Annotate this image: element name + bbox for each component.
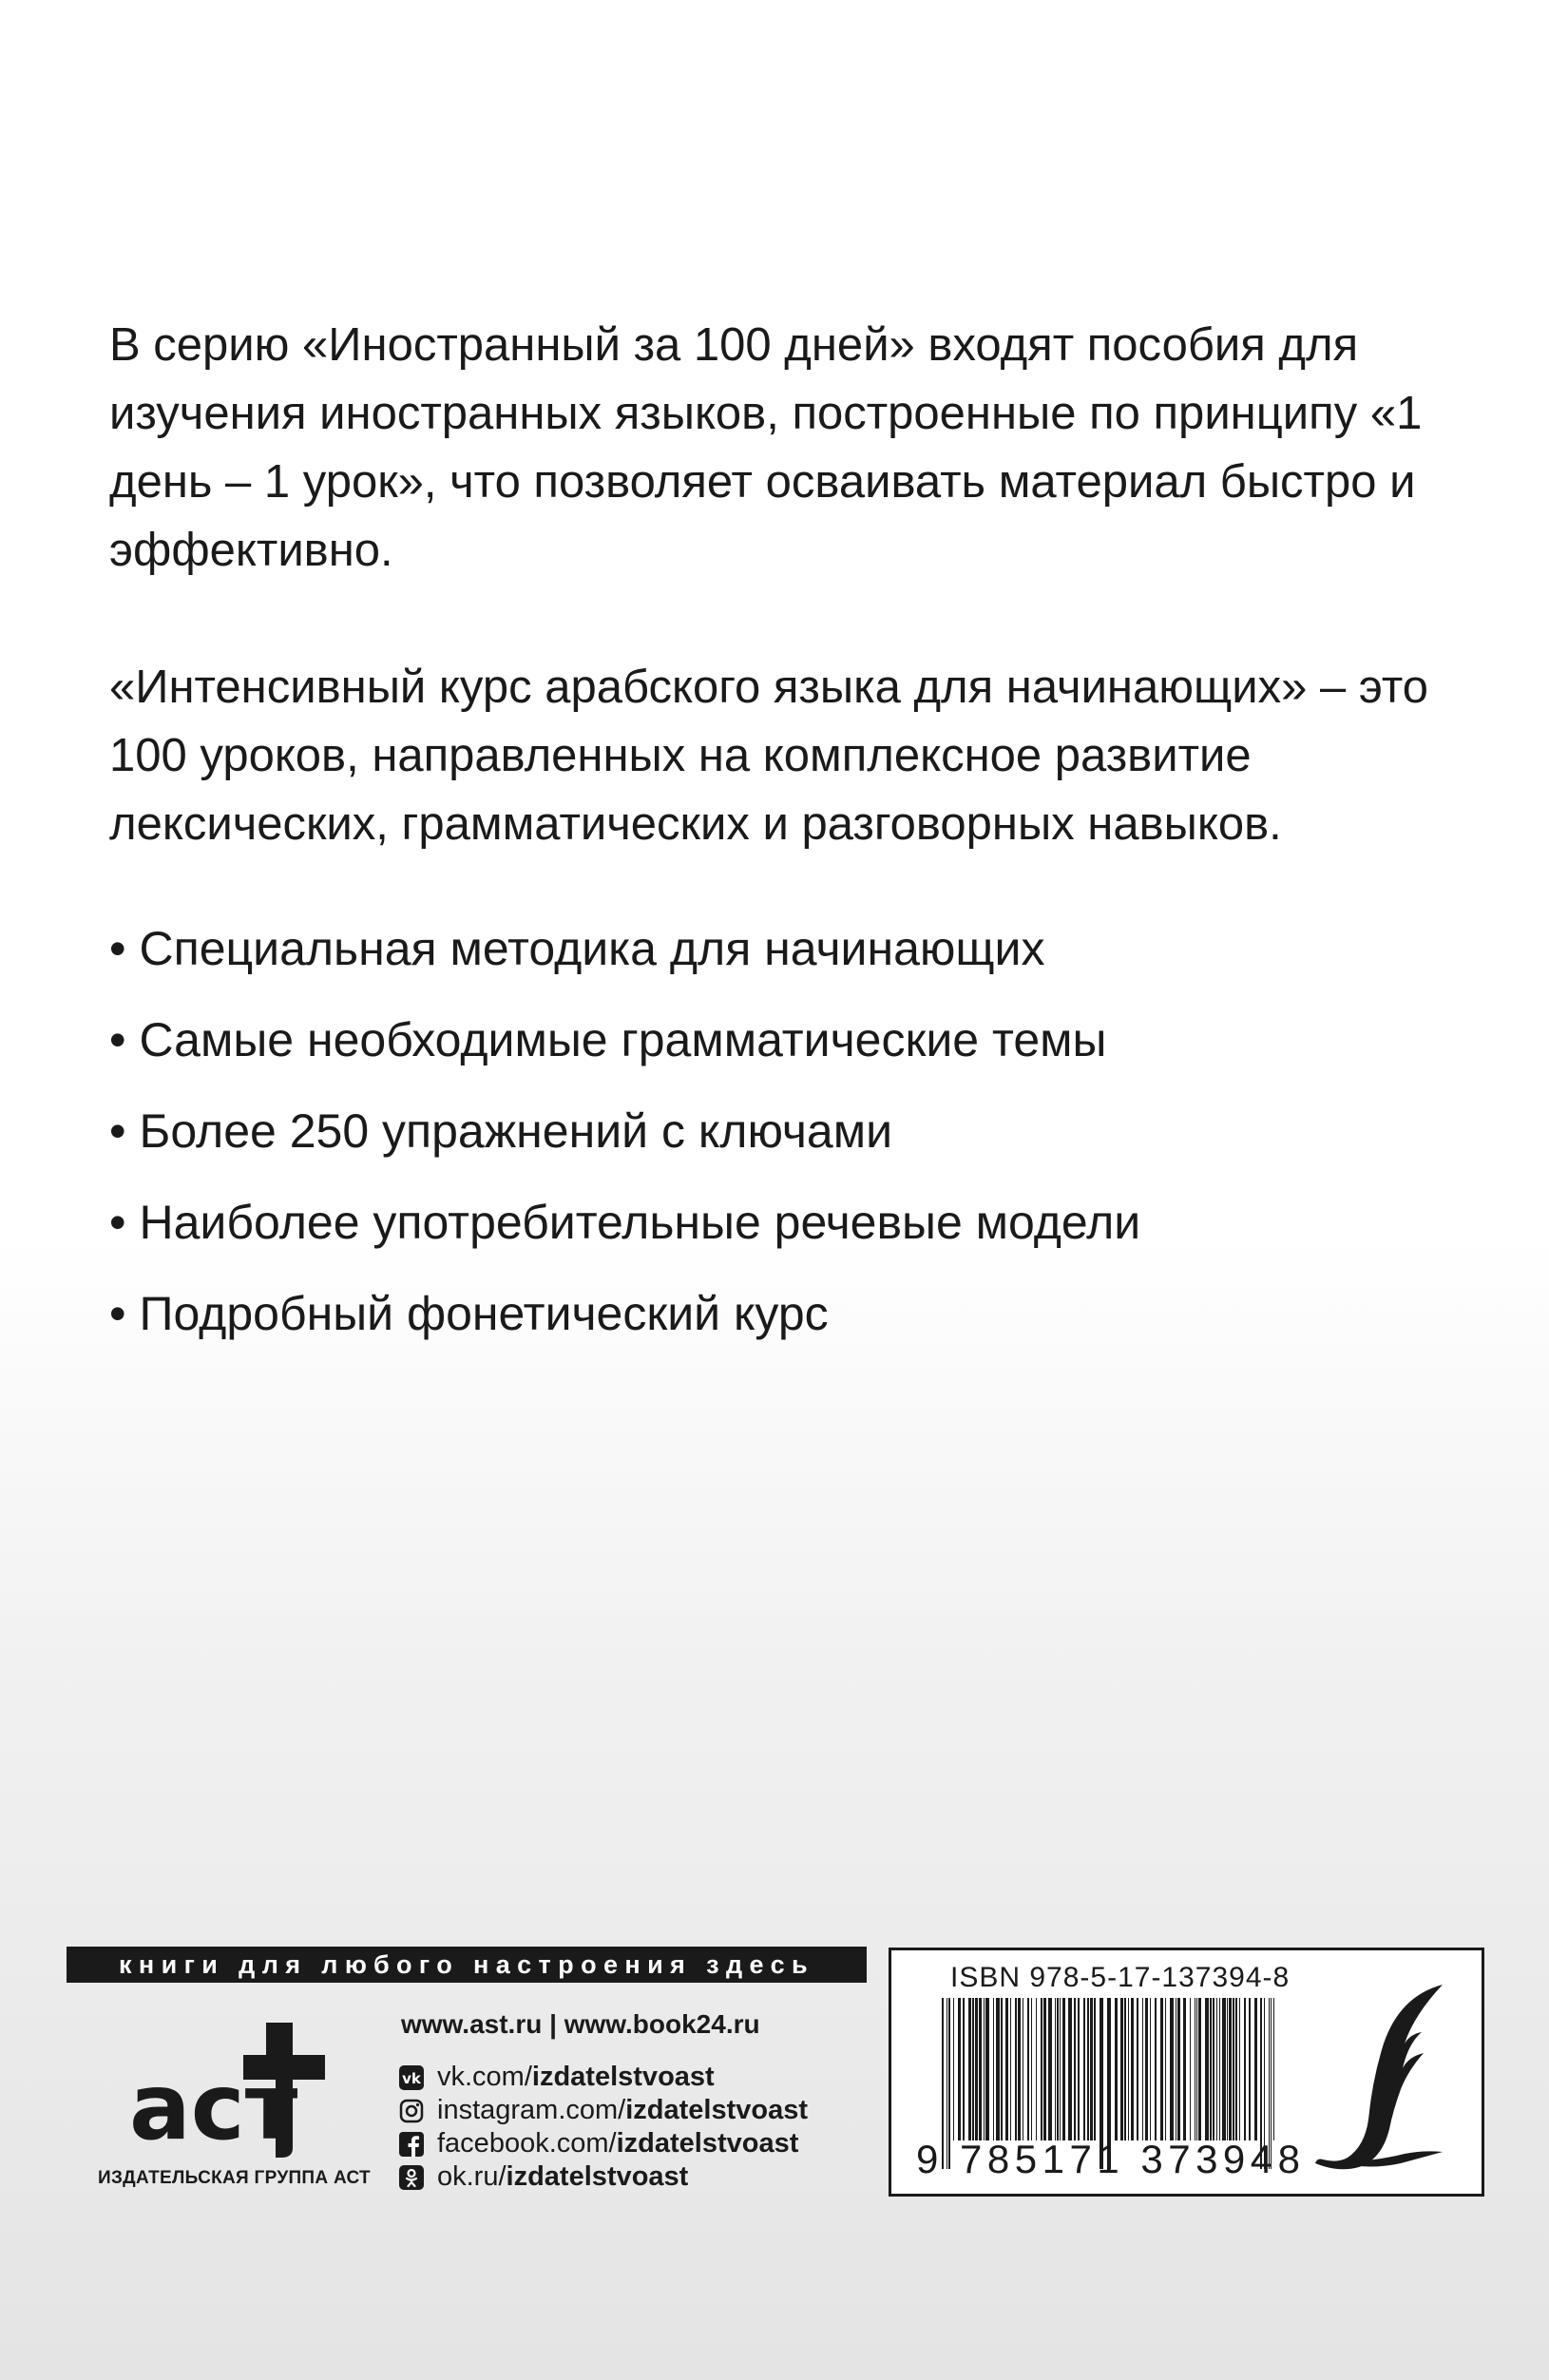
barcode-bar	[985, 1998, 989, 2140]
feature-item	[109, 920, 1140, 1011]
social-handle: izdatelstvoast	[625, 2095, 809, 2125]
social-prefix: instagram.com/	[437, 2095, 626, 2125]
barcode-bar	[1216, 1998, 1217, 2140]
barcode-bar	[1062, 1998, 1065, 2140]
barcode-bar	[1055, 1998, 1056, 2140]
tagline-bar: книги для любого настроения здесь	[67, 1947, 867, 1983]
bullet-icon: •	[109, 1287, 126, 1340]
barcode-bar	[1183, 1998, 1186, 2140]
barcode-bar	[1074, 1998, 1076, 2140]
feature-item	[109, 1011, 1140, 1103]
barcode-bar	[1142, 1998, 1143, 2140]
barcode-bar	[996, 1998, 1000, 2140]
barcode-bar	[1041, 1998, 1042, 2140]
ast-logo	[124, 2006, 333, 2167]
instagram-icon	[399, 2099, 424, 2123]
barcode-bar	[1115, 1998, 1118, 2140]
feature-text: Подробный фонетический курс	[139, 1287, 829, 1340]
barcode-bar	[1219, 1998, 1220, 2140]
barcode-bar	[1131, 1998, 1134, 2140]
social-prefix: vk.com/	[437, 2062, 532, 2092]
social-prefix: ok.ru/	[437, 2161, 507, 2192]
logo-text: аст	[129, 2054, 298, 2160]
isbn-box	[889, 1948, 1484, 2197]
feature-text: Наиболее употребительные речевые модели	[139, 1196, 1141, 1249]
barcode-bar	[1227, 1998, 1228, 2140]
barcode-bar	[1010, 1998, 1011, 2140]
bullet-icon: •	[109, 1013, 126, 1066]
feature-list	[109, 920, 1140, 1376]
barcode-digits: 9 785171 373948	[916, 2137, 1306, 2181]
social-link-odnoklassniki[interactable]	[399, 2160, 808, 2194]
feather-quill-icon	[1310, 1977, 1452, 2177]
description-paragraph-1	[109, 311, 1497, 585]
barcode-bar	[1239, 1998, 1240, 2140]
feature-text: Самые необходимые грамматические темы	[139, 1013, 1107, 1066]
barcode-bar	[1043, 1998, 1046, 2140]
barcode-bar	[1222, 1998, 1226, 2140]
barcode-bar	[953, 1998, 954, 2140]
barcode-bar	[1094, 1998, 1096, 2140]
barcode-bar	[1155, 1998, 1157, 2140]
barcode-bar	[1120, 1998, 1123, 2140]
barcode-bar	[1078, 1998, 1080, 2140]
svg-text:vk: vk	[402, 2069, 421, 2087]
barcode-bar	[972, 1998, 974, 2140]
barcode-bar	[1170, 1998, 1174, 2140]
social-links	[399, 2061, 808, 2194]
social-prefix: facebook.com/	[437, 2128, 617, 2159]
publisher-name: ИЗДАТЕЛЬСКАЯ ГРУППА АСТ	[98, 2168, 371, 2188]
barcode-bar	[1210, 1998, 1212, 2140]
bullet-icon: •	[109, 922, 126, 975]
feature-text: Специальная методика для начинающих	[139, 922, 1045, 975]
barcode-bar	[1160, 1998, 1163, 2140]
bullet-icon: •	[109, 1104, 126, 1158]
feature-text: Более 250 упражнений с ключами	[139, 1104, 893, 1158]
social-handle: izdatelstvoast	[616, 2128, 799, 2159]
barcode-bar	[975, 1998, 978, 2140]
barcode-bar	[1031, 1998, 1032, 2140]
barcode-bar	[1254, 1998, 1257, 2140]
barcode-bar	[1150, 1998, 1151, 2140]
barcode-bar	[1068, 1998, 1072, 2140]
barcode-bar	[1087, 1998, 1089, 2140]
barcode-bar	[1213, 1998, 1214, 2140]
barcode-bar	[1177, 1998, 1180, 2140]
barcode-bar	[1273, 1998, 1274, 2140]
barcode-bar	[1027, 1998, 1029, 2140]
feature-item	[109, 1103, 1140, 1194]
social-handle: izdatelstvoast	[531, 2062, 715, 2092]
barcode-bar	[984, 1998, 985, 2140]
barcode-bar	[1190, 1998, 1191, 2140]
barcode-bar	[1145, 1998, 1148, 2140]
feature-item	[109, 1285, 1140, 1376]
barcode-bar	[1235, 1998, 1237, 2140]
barcode-bar	[963, 1998, 965, 2140]
website-links[interactable]: www.ast.ru | www.book24.ru	[401, 2009, 760, 2039]
barcode-bar	[1249, 1998, 1251, 2140]
social-link-facebook[interactable]	[399, 2127, 808, 2160]
barcode-bar	[1005, 1998, 1008, 2140]
isbn-label: ISBN 978-5-17-137394-8	[950, 1962, 1291, 1993]
barcode-bar	[1233, 1998, 1234, 2140]
paragraph-2-text: «Интенсивный курс арабского языка для начинающих» – это 100 уроков, направленных на комплексное развитие лексических, грамматических и разговорных навыков.	[109, 662, 1428, 850]
facebook-icon	[399, 2132, 424, 2157]
description-paragraph-2	[109, 653, 1497, 858]
barcode-bar	[1083, 1998, 1085, 2140]
paragraph-1-text: В серию «Иностранный за 100 дней» входят пособия для изучения иностранных языков, построенные по принципу «1 день – 1 урок», что позволяет осваивать материал быстро и эффективно.	[109, 319, 1423, 576]
barcode-bar	[1060, 1998, 1061, 2140]
feature-item	[109, 1194, 1140, 1285]
barcode-bar	[1196, 1998, 1197, 2140]
barcode-bar	[1018, 1998, 1021, 2140]
barcode-bar	[993, 1998, 994, 2140]
barcode-bar	[1001, 1998, 1003, 2140]
barcode-bar	[1205, 1998, 1209, 2140]
social-link-vk[interactable]	[399, 2061, 808, 2094]
barcode-bar	[1015, 1998, 1017, 2140]
barcode-bar	[968, 1998, 971, 2140]
barcode-bar	[1057, 1998, 1059, 2140]
barcode-bar	[1229, 1998, 1232, 2140]
barcode-bar	[1165, 1998, 1166, 2140]
vk-icon	[399, 2065, 424, 2090]
barcode-bar	[979, 1998, 982, 2140]
barcode-bar	[1128, 1998, 1129, 2140]
odnoklassniki-icon	[399, 2165, 424, 2190]
barcode-bar	[1090, 1998, 1093, 2140]
social-link-instagram[interactable]	[399, 2094, 808, 2127]
barcode-bar	[1048, 1998, 1052, 2140]
bullet-icon: •	[109, 1196, 126, 1249]
barcode-bar	[1244, 1998, 1246, 2140]
barcode-bar	[958, 1998, 961, 2140]
barcode-bar	[1137, 1998, 1138, 2140]
barcode-bar	[1198, 1998, 1201, 2140]
social-handle: izdatelstvoast	[506, 2161, 689, 2192]
barcode-bar	[1036, 1998, 1037, 2140]
barcode-bar	[1124, 1998, 1126, 2140]
